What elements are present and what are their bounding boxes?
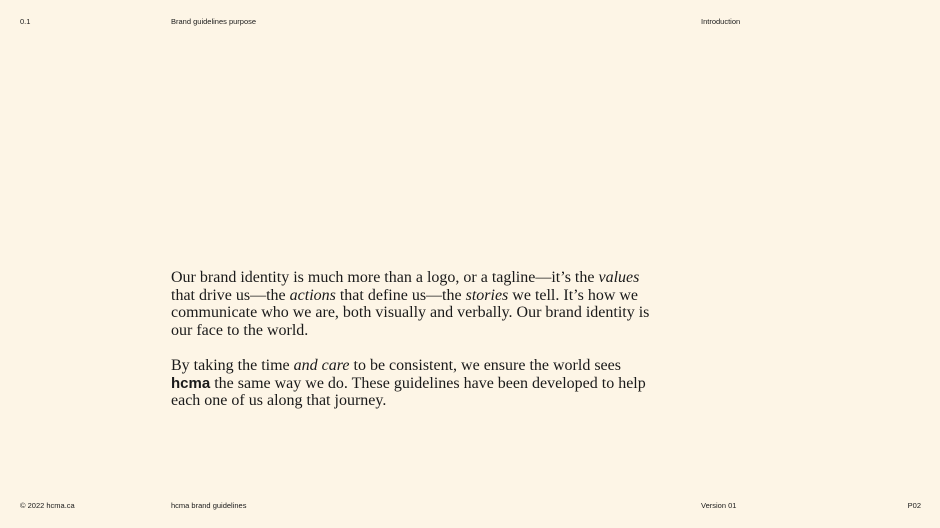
emphasis-and-care: and care	[293, 356, 350, 374]
emphasis-stories: stories	[465, 286, 509, 304]
paragraph-1-text-1: Our brand identity is much more than a logo, or a tagline—it’s the	[171, 269, 599, 286]
emphasis-actions: actions	[289, 286, 336, 304]
paragraph-1-text-3: that define us—the	[335, 286, 466, 304]
paragraph-2-text-2: to be consistent, we ensure the world sees	[349, 356, 621, 374]
page-number: P02	[907, 501, 921, 510]
paragraph-2-text-3: the same way we do. These guidelines have been developed to help each one of us along that journey.	[171, 374, 646, 410]
version-label: Version 01	[701, 501, 737, 510]
guide-name: hcma brand guidelines	[171, 501, 247, 510]
section-number: 0.1	[20, 17, 31, 26]
brand-name: hcma	[171, 374, 211, 392]
emphasis-values: values	[598, 269, 640, 286]
chapter-label: Introduction	[701, 17, 741, 26]
paragraph-2	[171, 357, 651, 410]
section-title: Brand guidelines purpose	[171, 17, 257, 26]
paragraph-1-text-4: we tell. It’s how we communicate who we are, both visually and verbally. Our brand identity is our face to the world.	[171, 286, 650, 339]
paragraph-2-text-1: By taking the time	[171, 356, 294, 374]
paragraph-1-text-2: that drive us—the	[171, 286, 290, 304]
body-text	[171, 269, 651, 410]
paragraph-1	[171, 269, 651, 339]
copyright: © 2022 hcma.ca	[20, 501, 75, 510]
